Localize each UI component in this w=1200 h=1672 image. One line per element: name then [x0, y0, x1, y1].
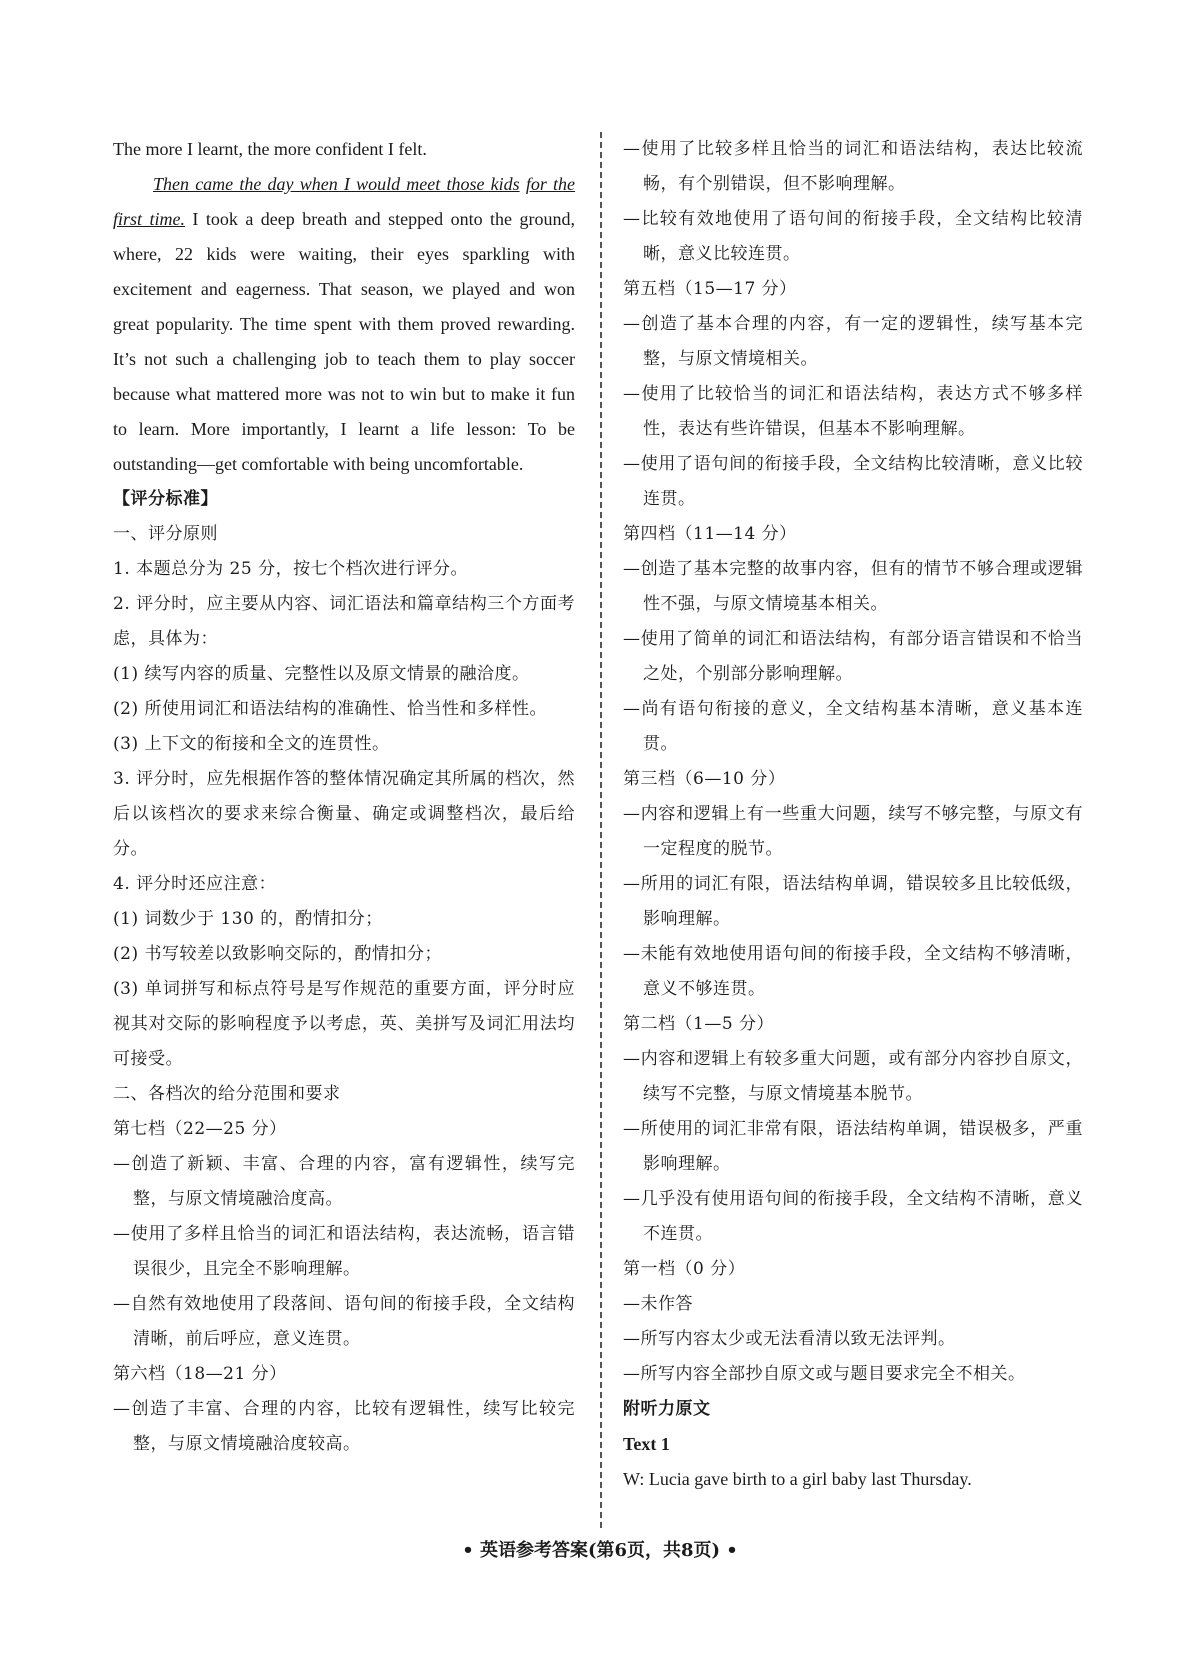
- principle-title: 一、评分原则: [113, 524, 218, 544]
- story-italic-sentence-b: for the first time.: [113, 174, 576, 229]
- grade2-item: —几乎没有使用语句间的衔接手段，全文结构不清晰，意义不连贯。: [623, 1189, 1083, 1244]
- grade5-item: —使用了语句间的衔接手段，全文结构比较清晰，意义比较连贯。: [623, 454, 1083, 509]
- grade1-item: —所写内容太少或无法看清以致无法评判。: [623, 1329, 956, 1349]
- grade1-item: —所写内容全部抄自原文或与题目要求完全不相关。: [623, 1364, 1026, 1384]
- grade4-title: 第四档（11—14 分）: [623, 524, 797, 544]
- grade6-item: —使用了比较多样且恰当的词汇和语法结构，表达比较流畅，有个别错误，但不影响理解。: [623, 139, 1083, 194]
- scoring-heading: 【评分标准】: [113, 489, 218, 509]
- principle-subitem: (1) 词数少于 130 的，酌情扣分；: [113, 909, 383, 929]
- grade1-title: 第一档（0 分）: [623, 1259, 746, 1279]
- grade6-item: —比较有效地使用了语句间的衔接手段，全文结构比较清晰，意义比较连贯。: [623, 209, 1083, 264]
- grade2-title: 第二档（1—5 分）: [623, 1014, 775, 1034]
- principle-subitem: (1) 续写内容的质量、完整性以及原文情景的融洽度。: [113, 664, 530, 684]
- grade7-item: —使用了多样且恰当的词汇和语法结构，表达流畅，语言错误很少，且完全不影响理解。: [113, 1224, 575, 1279]
- grade2-item: —所使用的词汇非常有限，语法结构单调，错误极多，严重影响理解。: [623, 1119, 1083, 1174]
- grade5-item: —创造了基本合理的内容，有一定的逻辑性，续写基本完整，与原文情境相关。: [623, 314, 1083, 369]
- principle-item: 3. 评分时，应先根据作答的整体情况确定其所属的档次，然后以该档次的要求来综合衡量、确定或调整档次，最后给分。: [113, 769, 575, 859]
- grade5-title: 第五档（15—17 分）: [623, 279, 797, 299]
- grade3-item: —内容和逻辑上有一些重大问题，续写不够完整，与原文有一定程度的脱节。: [623, 804, 1083, 859]
- grade7-title: 第七档（22—25 分）: [113, 1119, 287, 1139]
- left-column: [113, 132, 575, 1462]
- page-footer: • 英语参考答案(第6页，共8页) •: [462, 1540, 738, 1561]
- grade5-item: —使用了比较恰当的词汇和语法结构，表达方式不够多样性，表达有些许错误，但基本不影响理解。: [623, 384, 1083, 439]
- grade4-item: —创造了基本完整的故事内容，但有的情节不够合理或逻辑性不强，与原文情境基本相关。: [623, 559, 1083, 614]
- story-italic-sentence-a: Then came the day when I would meet those kids: [153, 174, 520, 194]
- principle-item: 4. 评分时还应注意：: [113, 874, 277, 894]
- text1-line: W: Lucia gave birth to a girl baby last Thursday.: [623, 1469, 972, 1489]
- grade-range-title: 二、各档次的给分范围和要求: [113, 1084, 341, 1104]
- appendix-title: 附听力原文: [623, 1399, 711, 1419]
- text1-title: Text 1: [623, 1434, 670, 1454]
- grade4-item: —使用了简单的词汇和语法结构，有部分语言错误和不恰当之处，个别部分影响理解。: [623, 629, 1083, 684]
- column-divider: [600, 132, 602, 1528]
- grade7-item: —创造了新颖、丰富、合理的内容，富有逻辑性，续写完整，与原文情境融洽度高。: [113, 1154, 575, 1209]
- story-paragraph-2-rest: I took a deep breath and stepped onto the ground, where, 22 kids were waiting, their eyes sparkling with excitement and eagerness. That season, we played and won great popularity. The time spent with them proved rewarding. It’s not such a challenging job to teach them to play soccer because what mattered more was not to win but to make it fun to learn. More importantly, I learnt a life lesson: To be outstanding—get comfortable with being uncomfortable.: [113, 209, 575, 474]
- grade3-title: 第三档（6—10 分）: [623, 769, 786, 789]
- principle-item: 1. 本题总分为 25 分，按七个档次进行评分。: [113, 559, 469, 579]
- grade3-item: —未能有效地使用语句间的衔接手段，全文结构不够清晰，意义不够连贯。: [623, 944, 1083, 999]
- principle-subitem: (3) 上下文的衔接和全文的连贯性。: [113, 734, 390, 754]
- principle-subitem: (2) 书写较差以致影响交际的，酌情扣分；: [113, 944, 442, 964]
- grade6-title: 第六档（18—21 分）: [113, 1364, 287, 1384]
- story-paragraph-2: [113, 167, 575, 482]
- grade2-item: —内容和逻辑上有较多重大问题，或有部分内容抄自原文，续写不完整，与原文情境基本脱节。: [623, 1049, 1083, 1104]
- principle-subitem: (3) 单词拼写和标点符号是写作规范的重要方面，评分时应视其对交际的影响程度予以考虑，英、美拼写及词汇用法均可接受。: [113, 979, 575, 1069]
- grade3-item: —所用的词汇有限，语法结构单调，错误较多且比较低级，影响理解。: [623, 874, 1083, 929]
- grade1-item: —未作答: [623, 1294, 693, 1314]
- principle-item: 2. 评分时，应主要从内容、词汇语法和篇章结构三个方面考虑，具体为：: [113, 594, 575, 649]
- grade4-item: —尚有语句衔接的意义，全文结构基本清晰，意义基本连贯。: [623, 699, 1083, 754]
- right-column: [623, 132, 1083, 1497]
- grade6-item: —创造了丰富、合理的内容，比较有逻辑性，续写比较完整，与原文情境融洽度较高。: [113, 1399, 575, 1454]
- principle-subitem: (2) 所使用词汇和语法结构的准确性、恰当性和多样性。: [113, 699, 547, 719]
- grade7-item: —自然有效地使用了段落间、语句间的衔接手段，全文结构清晰，前后呼应，意义连贯。: [113, 1294, 575, 1349]
- story-paragraph-1: The more I learnt, the more confident I felt.: [113, 139, 427, 159]
